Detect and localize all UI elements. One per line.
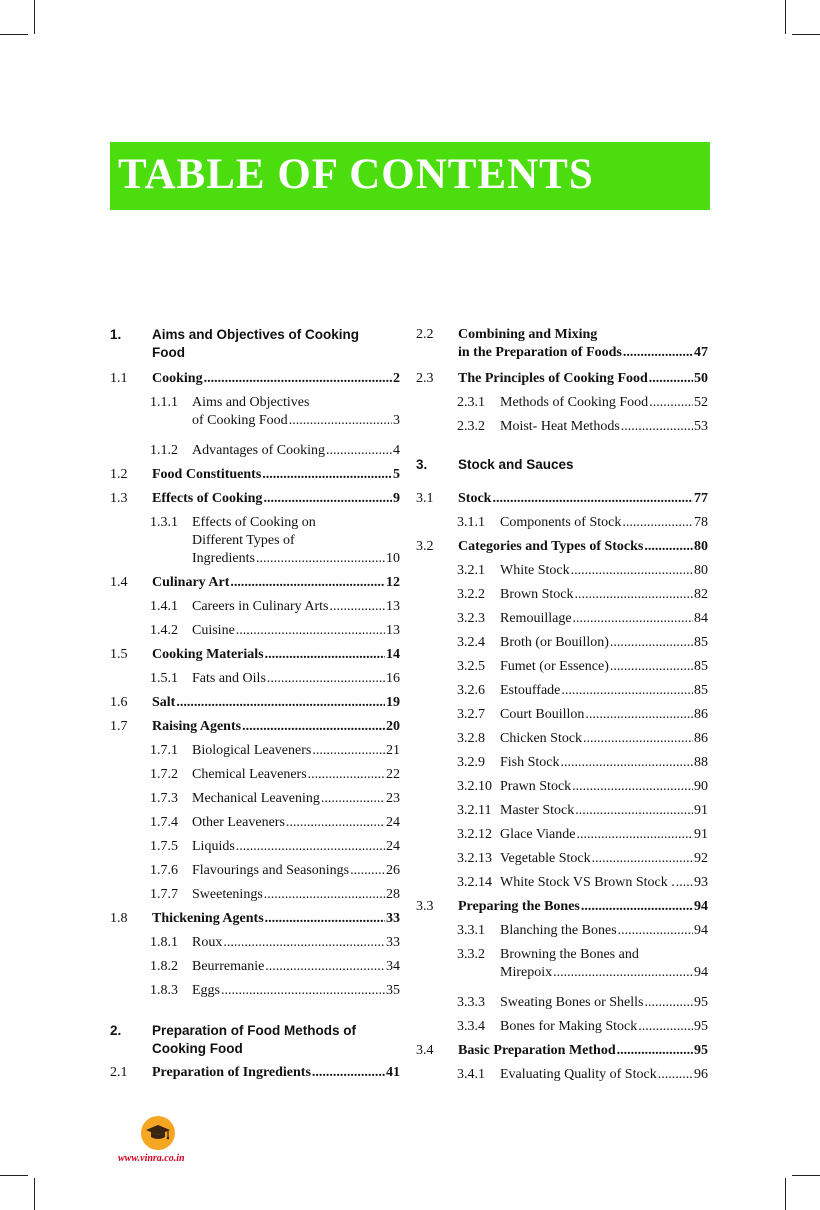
toc-page-number: 91 — [694, 827, 708, 842]
dot-leader — [649, 370, 693, 388]
toc-entry-number: 3.3.2 — [457, 947, 485, 962]
dot-leader — [176, 694, 385, 712]
toc-entry-title: Thickening Agents — [152, 911, 264, 926]
toc-entry-title: Culinary Art — [152, 575, 230, 590]
toc-entry-number: 1.7 — [110, 719, 128, 734]
toc-entry[interactable] — [416, 922, 708, 940]
toc-page-number: 22 — [386, 767, 400, 782]
toc-entry-title: Aims and Objectives — [192, 395, 310, 410]
dot-leader — [585, 706, 693, 724]
toc-entry[interactable] — [110, 598, 400, 616]
toc-entry-title: White Stock VS Brown Stock . — [500, 875, 675, 890]
toc-entry-title: Basic Preparation Method — [458, 1043, 616, 1058]
toc-entry-title: Estouffade — [500, 683, 561, 698]
toc-page-number: 91 — [694, 803, 708, 818]
toc-entry-number: 1.8.2 — [150, 959, 178, 974]
toc-entry[interactable] — [416, 706, 708, 724]
toc-entry-title: Biological Leaveners — [192, 743, 312, 758]
toc-entry[interactable] — [416, 610, 708, 628]
dot-leader — [622, 514, 693, 532]
toc-entry[interactable] — [110, 466, 400, 484]
toc-entry[interactable] — [416, 538, 708, 556]
toc-page-number: 50 — [694, 371, 708, 386]
toc-entry-title: Glace Viande — [500, 827, 576, 842]
toc-page-number: 94 — [694, 923, 708, 938]
toc-entry-title: Advantages of Cooking — [192, 443, 325, 458]
toc-entry-number: 3.1 — [416, 491, 434, 506]
toc-entry[interactable] — [416, 1042, 708, 1060]
toc-page-number: 96 — [694, 1067, 708, 1082]
toc-page-number: 10 — [386, 551, 400, 566]
toc-entry-number: 1.7.6 — [150, 863, 178, 878]
dot-leader — [289, 412, 392, 430]
toc-entry[interactable] — [110, 934, 400, 952]
toc-page-number: 90 — [694, 779, 708, 794]
toc-entry[interactable] — [416, 826, 708, 844]
dot-leader — [623, 344, 693, 362]
toc-page-number: 95 — [694, 1019, 708, 1034]
toc-entry[interactable] — [110, 982, 400, 1000]
toc-page-number: 19 — [386, 695, 400, 710]
toc-entry-number: 1.7.1 — [150, 743, 178, 758]
toc-entry-title: Moist- Heat Methods — [500, 419, 620, 434]
toc-entry[interactable] — [110, 910, 400, 928]
toc-entry-number: 3.2.6 — [457, 683, 485, 698]
dot-leader — [592, 850, 693, 868]
toc-entry-number: 3.2.5 — [457, 659, 485, 674]
crop-mark — [785, 0, 786, 34]
toc-entry[interactable] — [110, 790, 400, 808]
toc-entry-number: 1. — [110, 327, 122, 342]
toc-entry-title: Cooking — [152, 371, 203, 386]
toc-entry-title: Cooking Food — [152, 1041, 243, 1056]
toc-page-number: 85 — [694, 635, 708, 650]
toc-entry-number: 2.3.2 — [457, 419, 485, 434]
toc-page-number: 23 — [386, 791, 400, 806]
page-title: TABLE OF CONTENTS — [118, 151, 594, 198]
toc-page-number: 95 — [694, 995, 708, 1010]
toc-entry-number: 1.4.2 — [150, 623, 178, 638]
toc-entry-title: Sweating Bones or Shells — [500, 995, 644, 1010]
toc-entry-title: Cuisine — [192, 623, 235, 638]
toc-entry-number: 3.2.13 — [457, 851, 492, 866]
toc-entry-title: Liquids — [192, 839, 235, 854]
toc-entry-number: 2.3.1 — [457, 395, 485, 410]
toc-entry[interactable] — [110, 370, 400, 388]
toc-page-number: 35 — [386, 983, 400, 998]
toc-entry-number: 3.2 — [416, 539, 434, 554]
dot-leader — [350, 862, 385, 880]
toc-entry[interactable] — [110, 1022, 400, 1058]
dot-leader — [561, 682, 693, 700]
toc-entry-title: Master Stock — [500, 803, 575, 818]
toc-page-number: 5 — [393, 467, 400, 482]
toc-page-number: 88 — [694, 755, 708, 770]
toc-entry-title: Food — [152, 345, 185, 360]
toc-page-number: 86 — [694, 707, 708, 722]
dot-leader — [308, 766, 385, 784]
toc-entry-title: Roux — [192, 935, 223, 950]
toc-entry-number: 1.2 — [110, 467, 128, 482]
toc-entry-number: 3.3.3 — [457, 995, 485, 1010]
dot-leader — [263, 490, 392, 508]
toc-page-number: 92 — [694, 851, 708, 866]
toc-entry-number: 2.1 — [110, 1065, 128, 1080]
toc-entry-title: Sweetenings — [192, 887, 263, 902]
toc-entry-number: 3.2.2 — [457, 587, 485, 602]
toc-entry-title: Stock — [458, 491, 492, 506]
dot-leader — [618, 922, 693, 940]
toc-entry[interactable] — [110, 394, 400, 430]
toc-page-number: 9 — [393, 491, 400, 506]
toc-page-number: 85 — [694, 683, 708, 698]
toc-page-number: 86 — [694, 731, 708, 746]
toc-entry-title: Components of Stock — [500, 515, 622, 530]
toc-entry[interactable] — [110, 670, 400, 688]
toc-entry-title: Mirepoix — [500, 965, 553, 980]
toc-entry[interactable] — [416, 658, 708, 676]
dot-leader — [610, 658, 693, 676]
toc-entry-number: 1.7.2 — [150, 767, 178, 782]
dot-leader — [265, 646, 385, 664]
toc-entry[interactable] — [110, 766, 400, 784]
toc-entry[interactable] — [416, 778, 708, 796]
toc-entry[interactable] — [110, 814, 400, 832]
dot-leader — [329, 598, 385, 616]
dot-leader — [575, 802, 693, 820]
toc-entry-title: Court Bouillon — [500, 707, 585, 722]
toc-entry[interactable] — [416, 946, 708, 982]
toc-entry[interactable] — [416, 562, 708, 580]
dot-leader — [492, 490, 693, 508]
toc-entry-number: 1.5.1 — [150, 671, 178, 686]
dot-leader — [573, 610, 693, 628]
toc-entry-title: Brown Stock — [500, 587, 574, 602]
toc-page-number: 3 — [393, 413, 400, 428]
crop-mark — [785, 1178, 786, 1210]
toc-entry-number: 3.1.1 — [457, 515, 485, 530]
dot-leader — [230, 574, 385, 592]
toc-page-number: 84 — [694, 611, 708, 626]
toc-entry[interactable] — [416, 802, 708, 820]
toc-entry-number: 3.2.1 — [457, 563, 485, 578]
dot-leader — [265, 910, 385, 928]
toc-page-number: 52 — [694, 395, 708, 410]
dot-leader — [649, 394, 693, 412]
graduation-cap-icon — [141, 1116, 175, 1150]
website-url[interactable]: www.vinra.co.in — [118, 1153, 185, 1164]
dot-leader — [621, 418, 693, 436]
dot-leader — [223, 934, 385, 952]
toc-entry-title: Remouillage — [500, 611, 572, 626]
toc-entry-number: 1.7.3 — [150, 791, 178, 806]
toc-entry[interactable] — [416, 730, 708, 748]
toc-entry-title: Blanching the Bones — [500, 923, 617, 938]
dot-leader — [658, 1066, 693, 1084]
toc-entry-title: Fish Stock — [500, 755, 560, 770]
toc-entry-title: Browning the Bones and — [500, 947, 639, 962]
toc-entry-number: 3.2.4 — [457, 635, 485, 650]
toc-entry-number: 1.1.1 — [150, 395, 178, 410]
dot-leader — [576, 826, 693, 844]
toc-entry[interactable] — [416, 682, 708, 700]
toc-entry-title: The Principles of Cooking Food — [458, 371, 648, 386]
toc-entry-number: 1.8.1 — [150, 935, 178, 950]
dot-leader — [617, 1042, 693, 1060]
toc-page-number: 77 — [694, 491, 708, 506]
toc-entry[interactable] — [416, 1018, 708, 1036]
toc-entry-number: 3.2.12 — [457, 827, 492, 842]
toc-entry-title: Vegetable Stock — [500, 851, 591, 866]
toc-entry-title: Cooking Materials — [152, 647, 264, 662]
toc-page-number: 85 — [694, 659, 708, 674]
dot-leader — [286, 814, 385, 832]
toc-page-number: 80 — [694, 563, 708, 578]
toc-page-number: 4 — [393, 443, 400, 458]
toc-entry-title: Broth (or Bouillon) — [500, 635, 609, 650]
toc-entry-number: 1.5 — [110, 647, 128, 662]
toc-entry-number: 3.2.3 — [457, 611, 485, 626]
toc-entry-number: 1.7.5 — [150, 839, 178, 854]
toc-entry[interactable] — [110, 694, 400, 712]
dot-leader — [236, 838, 385, 856]
toc-page-number: 47 — [694, 345, 708, 360]
toc-page-number: 2 — [393, 371, 400, 386]
toc-entry-number: 2. — [110, 1023, 122, 1038]
toc-entry[interactable] — [416, 874, 708, 892]
toc-page-number: 93 — [694, 875, 708, 890]
dot-leader — [561, 754, 693, 772]
toc-entry[interactable] — [110, 838, 400, 856]
toc-page-number: 26 — [386, 863, 400, 878]
toc-page-number: 41 — [386, 1065, 400, 1080]
toc-page-number: 21 — [386, 743, 400, 758]
toc-page-number: 24 — [386, 839, 400, 854]
toc-entry-title: Categories and Types of Stocks — [458, 539, 644, 554]
dot-leader — [264, 886, 385, 904]
toc-entry-number: 3.2.14 — [457, 875, 492, 890]
toc-entry[interactable] — [110, 646, 400, 664]
toc-entry-title: in the Preparation of Foods — [458, 345, 622, 360]
toc-entry-title: Bones for Making Stock — [500, 1019, 638, 1034]
toc-entry-number: 3.4 — [416, 1043, 434, 1058]
toc-entry-number: 3. — [416, 457, 428, 472]
crop-mark — [34, 0, 35, 34]
toc-entry-number: 1.7.7 — [150, 887, 178, 902]
toc-entry-title: Ingredients — [192, 551, 255, 566]
toc-entry[interactable] — [416, 326, 708, 362]
dot-leader — [644, 538, 693, 556]
toc-entry-title: Stock and Sauces — [458, 457, 574, 472]
toc-entry-title: Effects of Cooking — [152, 491, 263, 506]
toc-entry-number: 3.3 — [416, 899, 434, 914]
toc-entry[interactable] — [110, 490, 400, 508]
toc-entry[interactable] — [416, 586, 708, 604]
toc-entry[interactable] — [416, 754, 708, 772]
toc-entry[interactable] — [416, 898, 708, 916]
toc-entry-number: 1.4.1 — [150, 599, 178, 614]
toc-entry[interactable] — [416, 1066, 708, 1084]
dot-leader — [572, 778, 693, 796]
toc-entry[interactable] — [416, 394, 708, 412]
toc-page-number: 24 — [386, 815, 400, 830]
toc-entry[interactable] — [110, 622, 400, 640]
dot-leader — [256, 550, 385, 568]
crop-mark — [34, 1178, 35, 1210]
toc-entry[interactable] — [110, 1064, 400, 1082]
dot-leader — [236, 622, 385, 640]
toc-entry-title: Different Types of — [192, 533, 295, 548]
toc-entry-number: 2.3 — [416, 371, 434, 386]
toc-entry-title: Preparation of Food Methods of — [152, 1023, 356, 1038]
dot-leader — [221, 982, 385, 1000]
dot-leader — [265, 958, 385, 976]
toc-entry-title: Prawn Stock — [500, 779, 572, 794]
toc-entry-title: Aims and Objectives of Cooking — [152, 327, 360, 342]
dot-leader — [553, 964, 693, 982]
toc-page-number: 94 — [694, 965, 708, 980]
crop-mark — [0, 1175, 28, 1176]
publisher-logo — [141, 1116, 175, 1150]
crop-mark — [792, 34, 820, 35]
toc-entry-number: 3.2.7 — [457, 707, 485, 722]
toc-entry-number: 3.2.9 — [457, 755, 485, 770]
toc-entry[interactable] — [110, 862, 400, 880]
toc-entry[interactable] — [110, 326, 400, 362]
toc-page-number: 20 — [386, 719, 400, 734]
toc-entry-title: of Cooking Food — [192, 413, 288, 428]
dot-leader — [326, 442, 392, 460]
toc-entry-number: 2.2 — [416, 327, 434, 342]
toc-page-number: 78 — [694, 515, 708, 530]
toc-entry-number: 3.2.11 — [457, 803, 492, 818]
toc-page-number: 82 — [694, 587, 708, 602]
toc-entry-number: 1.6 — [110, 695, 128, 710]
toc-entry-title: Preparation of Ingredients — [152, 1065, 311, 1080]
toc-entry-number: 3.4.1 — [457, 1067, 485, 1082]
toc-entry-title: Eggs — [192, 983, 220, 998]
toc-entry-title: Methods of Cooking Food — [500, 395, 649, 410]
dot-leader — [571, 562, 693, 580]
dot-leader — [583, 730, 693, 748]
dot-leader — [204, 370, 392, 388]
toc-entry[interactable] — [110, 742, 400, 760]
toc-entry-title: Careers in Culinary Arts — [192, 599, 329, 614]
toc-entry-title: Food Constituents — [152, 467, 262, 482]
toc-page-number: 13 — [386, 623, 400, 638]
toc-entry-number: 3.3.1 — [457, 923, 485, 938]
toc-entry[interactable] — [110, 718, 400, 736]
toc-page-number: 80 — [694, 539, 708, 554]
title-banner — [110, 142, 710, 210]
toc-entry[interactable] — [416, 370, 708, 388]
toc-entry-title: Preparing the Bones — [458, 899, 580, 914]
toc-page-number: 14 — [386, 647, 400, 662]
crop-mark — [792, 1175, 820, 1176]
dot-leader — [242, 718, 385, 736]
dot-leader — [610, 634, 693, 652]
dot-leader — [638, 1018, 693, 1036]
toc-page-number: 12 — [386, 575, 400, 590]
toc-entry-number: 1.8.3 — [150, 983, 178, 998]
toc-entry-title: Salt — [152, 695, 176, 710]
toc-entry[interactable] — [110, 514, 400, 568]
toc-page-number: 33 — [386, 911, 400, 926]
toc-entry-title: Flavourings and Seasonings — [192, 863, 350, 878]
toc-entry-number: 1.4 — [110, 575, 128, 590]
toc-entry[interactable] — [416, 490, 708, 508]
toc-entry[interactable] — [416, 418, 708, 436]
toc-entry-title: Mechanical Leavening — [192, 791, 320, 806]
toc-entry-number: 1.7.4 — [150, 815, 178, 830]
toc-entry[interactable] — [416, 850, 708, 868]
toc-entry[interactable] — [110, 958, 400, 976]
toc-page-number: 28 — [386, 887, 400, 902]
toc-page-number: 13 — [386, 599, 400, 614]
dot-leader — [575, 586, 694, 604]
toc-entry-title: Raising Agents — [152, 719, 242, 734]
toc-page-number: 16 — [386, 671, 400, 686]
dot-leader — [312, 1064, 385, 1082]
toc-entry-title: Other Leaveners — [192, 815, 285, 830]
dot-leader — [321, 790, 385, 808]
toc-page-number: 95 — [694, 1043, 708, 1058]
dot-leader — [676, 874, 693, 892]
dot-leader — [645, 994, 694, 1012]
dot-leader — [262, 466, 392, 484]
toc-entry-title: Combining and Mixing — [458, 327, 598, 342]
crop-mark — [0, 34, 28, 35]
toc-entry-number: 3.3.4 — [457, 1019, 485, 1034]
toc-entry-title: Beurremanie — [192, 959, 265, 974]
toc-entry-number: 1.3 — [110, 491, 128, 506]
toc-entry[interactable] — [110, 442, 400, 460]
toc-entry[interactable] — [110, 574, 400, 592]
toc-entry[interactable] — [110, 886, 400, 904]
toc-entry-title: Fats and Oils — [192, 671, 266, 686]
toc-entry-title: White Stock — [500, 563, 570, 578]
toc-entry-number: 1.1.2 — [150, 443, 178, 458]
toc-entry-title: Chicken Stock — [500, 731, 583, 746]
dot-leader — [581, 898, 693, 916]
toc-entry-number: 1.8 — [110, 911, 128, 926]
toc-entry-number: 3.2.10 — [457, 779, 492, 794]
toc-page-number: 33 — [386, 935, 400, 950]
toc-page-number: 94 — [694, 899, 708, 914]
toc-entry[interactable] — [416, 456, 708, 474]
toc-entry[interactable] — [416, 514, 708, 532]
dot-leader — [312, 742, 385, 760]
toc-entry-number: 1.3.1 — [150, 515, 178, 530]
toc-page-number: 34 — [386, 959, 400, 974]
toc-entry[interactable] — [416, 634, 708, 652]
toc-entry-title: Evaluating Quality of Stock — [500, 1067, 657, 1082]
toc-page-number: 53 — [694, 419, 708, 434]
toc-entry[interactable] — [416, 994, 708, 1012]
toc-entry-title: Chemical Leaveners — [192, 767, 307, 782]
toc-entry-title: Fumet (or Essence) — [500, 659, 609, 674]
toc-entry-number: 3.2.8 — [457, 731, 485, 746]
toc-entry-number: 1.1 — [110, 371, 128, 386]
toc-entry-title: Effects of Cooking on — [192, 515, 316, 530]
dot-leader — [267, 670, 385, 688]
